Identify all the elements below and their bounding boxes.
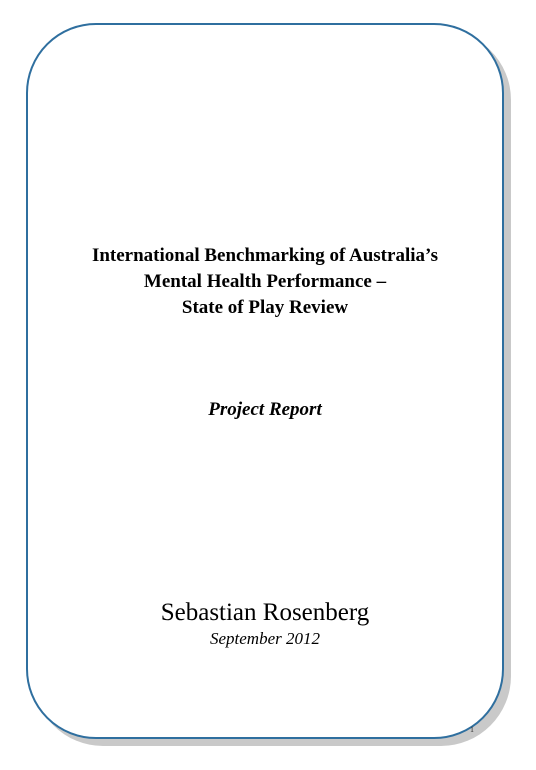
report-title: [26, 243, 504, 321]
report-title-line-1: International Benchmarking of Australia’s: [91, 245, 439, 266]
page-number: 1: [470, 725, 474, 734]
author-name: Sebastian Rosenberg: [160, 599, 370, 626]
report-subtitle: Project Report: [208, 399, 322, 420]
report-title-line-2: Mental Health Performance –: [143, 271, 387, 292]
report-title-line-3: State of Play Review: [181, 297, 349, 318]
publication-date: September 2012: [209, 629, 320, 648]
